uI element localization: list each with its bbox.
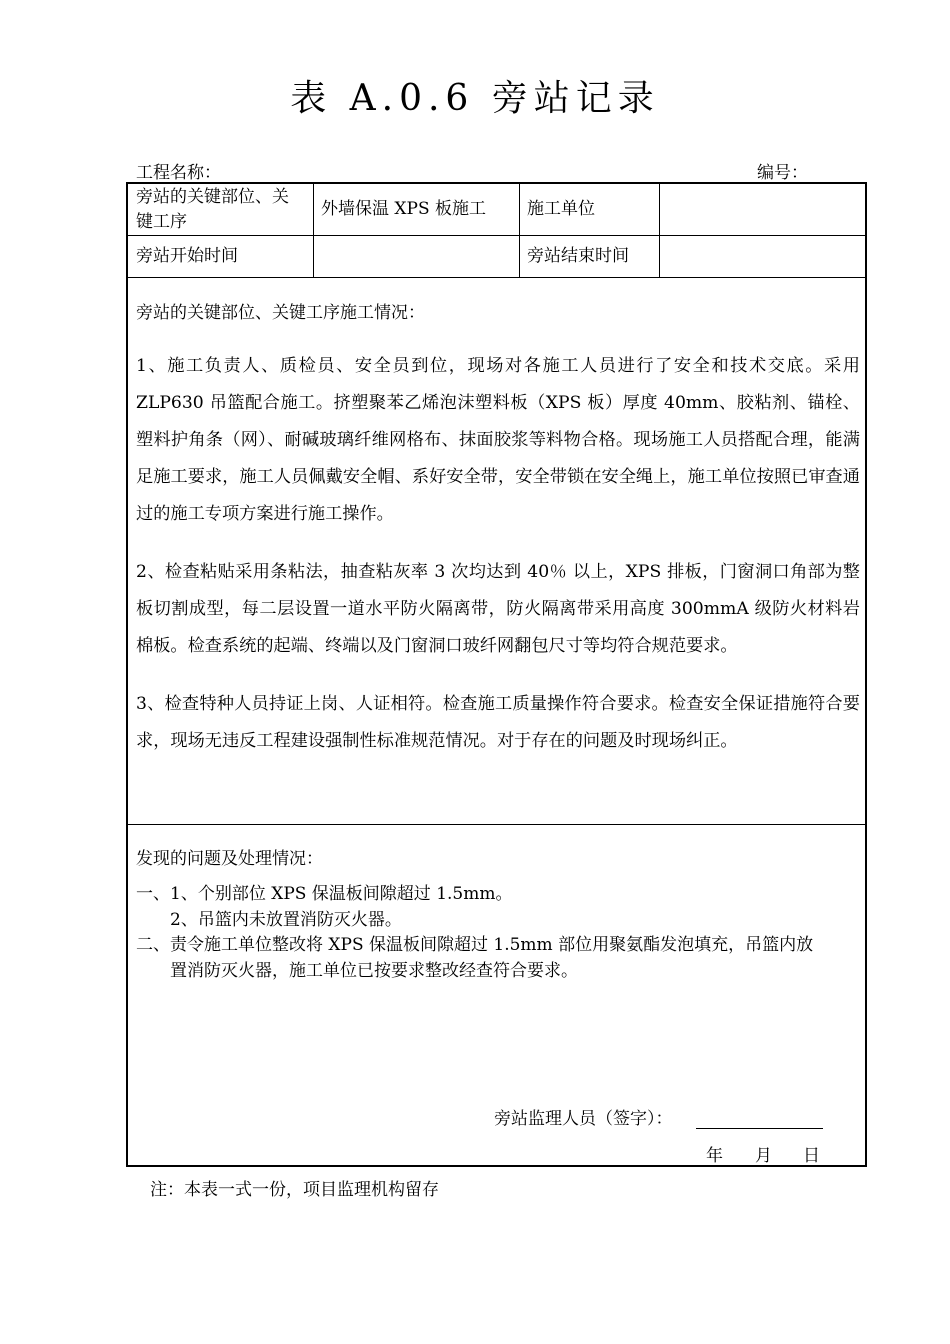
row-divider <box>128 235 865 236</box>
situation-paragraph-3: 3、检查特种人员持证上岗、人证相符。检查施工质量操作符合要求。检查安全保证措施符合要求，现场无违反工程建设强制性标准规范情况。对于存在的问题及时现场纠正。 <box>136 694 860 751</box>
signature-line <box>696 1128 823 1129</box>
document-title: 表 A.0.6 旁站记录 <box>290 78 660 119</box>
record-table <box>126 182 867 1167</box>
footer-note: 注：本表一式一份，项目监理机构留存 <box>150 1180 439 1200</box>
end-time-label: 旁站结束时间 <box>527 246 629 266</box>
key-part-label <box>136 185 312 235</box>
situation-paragraph-2: 2、检查粘贴采用条粘法，抽查粘灰率 3 次均达到 40％ 以上，XPS 排板，门窗洞口角部为整板切割成型，每二层设置一道水平防火隔离带，防火隔离带采用高度 300mmA 级防火材料岩棉板。检查系统的起端、终端以及门窗洞口玻纤网翻包尺寸等均符合规范要求。 <box>136 562 860 656</box>
issue-line-3: 二、责令施工单位整改将 XPS 保温板间隙超过 1.5mm 部位用聚氨酯发泡填充，吊篮内放 <box>136 935 814 955</box>
situation-paragraph-1: 1、施工负责人、质检员、安全员到位，现场对各施工人员进行了安全和技术交底。采用 ZLP630 吊篮配合施工。挤塑聚苯乙烯泡沫塑料板（XPS 板）厚度 40mm、胶粘剂、锚栓、塑料护角条（网）、耐碱玻璃纤维网格布、抹面胶浆等料物合格。现场施工人员搭配合理，能满足施工要求，施工人员佩戴安全帽、系好安全带，安全带锁在安全绳上，施工单位按照已审查通过的施工专项方案进行施工操作。 <box>136 356 860 524</box>
situation-heading: 旁站的关键部位、关键工序施工情况： <box>136 303 425 323</box>
start-time-value <box>321 244 511 269</box>
date-day: 日 <box>803 1146 820 1166</box>
issue-line-2: 2、吊篮内未放置消防灭火器。 <box>170 910 402 930</box>
key-part-label-line-1: 旁站的关键部位、关 <box>136 187 289 207</box>
end-time-value <box>667 244 857 269</box>
row-divider <box>128 824 865 825</box>
key-part-label-line-2: 键工序 <box>136 212 187 232</box>
column-divider <box>659 184 660 277</box>
start-time-label: 旁站开始时间 <box>136 246 238 266</box>
row-divider <box>128 277 865 278</box>
issue-line-4: 置消防灭火器，施工单位已按要求整改经查符合要求。 <box>170 961 578 981</box>
date-year: 年 <box>706 1146 723 1166</box>
construction-unit-label: 施工单位 <box>527 199 595 219</box>
issue-line-1: 一、1、个别部位 XPS 保温板间隙超过 1.5mm。 <box>136 884 513 904</box>
project-name-label: 工程名称： <box>136 163 221 183</box>
construction-unit-value <box>667 197 857 222</box>
column-divider <box>313 184 314 277</box>
date-month: 月 <box>755 1146 772 1166</box>
column-divider <box>519 184 520 277</box>
number-label: 编号： <box>757 163 808 183</box>
issues-heading: 发现的问题及处理情况： <box>136 849 323 869</box>
signature-label: 旁站监理人员（签字）： <box>494 1109 673 1129</box>
key-part-value: 外墙保温 XPS 板施工 <box>321 199 486 219</box>
